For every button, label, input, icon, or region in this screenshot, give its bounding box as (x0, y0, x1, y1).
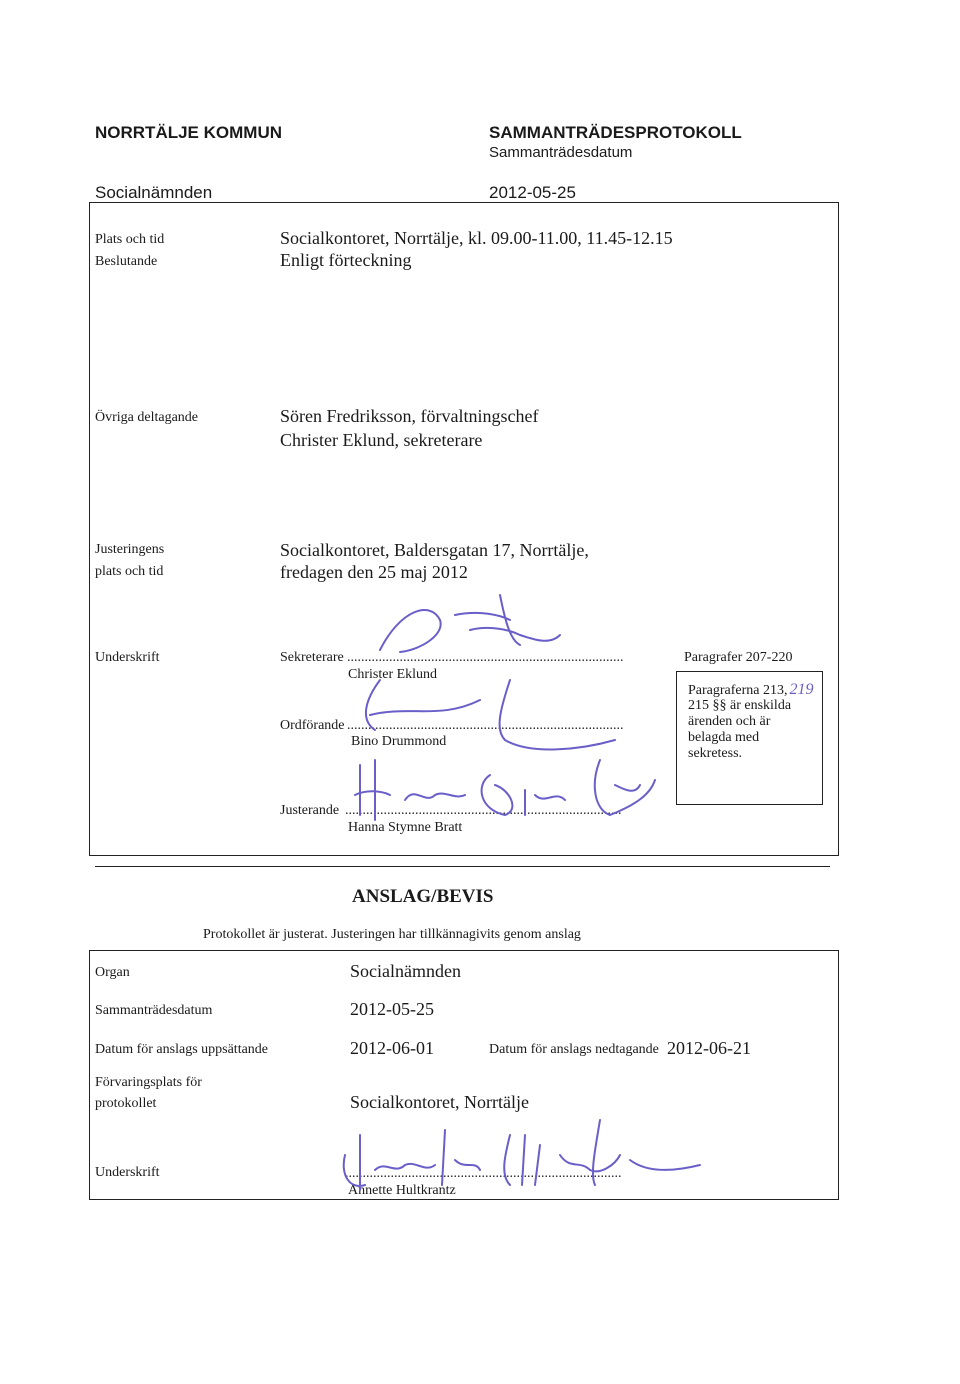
meeting-date: 2012-05-25 (489, 183, 576, 202)
adjust-time: fredagen den 25 maj 2012 (280, 562, 468, 582)
confidentiality-note-line: 215 §§ är enskilda (688, 698, 792, 713)
notice-date-label: Sammanträdesdatum (95, 1003, 213, 1018)
confidentiality-note-line: ärenden och är (688, 714, 771, 729)
adjust-label: plats och tid (95, 564, 164, 579)
confidentiality-note-line: belagda med (688, 730, 760, 745)
other-participant: Christer Eklund, sekreterare (280, 430, 483, 450)
document-type: SAMMANTRÄDESPROTOKOLL (489, 123, 742, 142)
committee-name: Socialnämnden (95, 183, 213, 202)
chair-role: Ordförande (280, 718, 345, 733)
confidentiality-note-line: sekretess. (688, 746, 743, 761)
chair-signature (330, 660, 630, 770)
meeting-date-label: Sammanträdesdatum (489, 144, 633, 161)
notice-signer-name: Annette Hultkrantz (348, 1183, 456, 1198)
organ-label: Organ (95, 965, 130, 980)
notice-title: ANSLAG/BEVIS (352, 886, 494, 907)
notice-signature (330, 1115, 710, 1200)
adjust-label: Justeringens (95, 542, 165, 557)
section-divider (95, 866, 830, 867)
notice-signature-line: ............................................................................... (345, 1166, 622, 1181)
handwritten-addition: 219 (789, 681, 814, 698)
storage-label: protokollet (95, 1096, 157, 1111)
notice-date-value: 2012-05-25 (350, 999, 434, 1019)
others-label: Övriga deltagande (95, 410, 199, 425)
secretary-role: Sekreterare (280, 650, 344, 665)
adjust-place: Socialkontoret, Baldersgatan 17, Norrtälje, (280, 540, 589, 560)
deciders-value: Enligt förteckning (280, 250, 412, 270)
posted-label: Datum för anslags uppsättande (95, 1042, 269, 1057)
organ-value: Socialnämnden (350, 961, 461, 981)
paragraph-range: Paragrafer 207-220 (684, 650, 793, 665)
notice-subtitle: Protokollet är justerat. Justeringen har tillkännagivits genom anslag (203, 927, 581, 942)
municipality-name: NORRTÄLJE KOMMUN (95, 123, 282, 142)
adjuster-role: Justerande (280, 803, 340, 818)
adjuster-signature (335, 755, 665, 835)
chair-signature-line: ............................................................................... (347, 718, 624, 733)
adjuster-name: Hanna Stymne Bratt (348, 820, 463, 835)
notice-signature-label: Underskrift (95, 1165, 160, 1180)
other-participant: Sören Fredriksson, förvaltningschef (280, 406, 539, 426)
removed-value: 2012-06-21 (667, 1038, 751, 1058)
place-time-label: Plats och tid (95, 232, 165, 247)
adjuster-signature-line: ............................................................................... (345, 803, 622, 818)
place-time-value: Socialkontoret, Norrtälje, kl. 09.00-11.00, 11.45-12.15 (280, 228, 673, 248)
removed-label: Datum för anslags nedtagande (489, 1042, 659, 1057)
chair-name: Bino Drummond (351, 734, 447, 749)
storage-value: Socialkontoret, Norrtälje (350, 1092, 529, 1112)
secretary-signature-line: ............................................................................... (347, 650, 624, 665)
secretary-name: Christer Eklund (348, 667, 438, 682)
confidentiality-note-line: Paragraferna 213, 219 (688, 681, 814, 698)
storage-label: Förvaringsplats för (95, 1075, 202, 1090)
posted-value: 2012-06-01 (350, 1038, 434, 1058)
signature-label: Underskrift (95, 650, 160, 665)
deciders-label: Beslutande (95, 254, 158, 269)
